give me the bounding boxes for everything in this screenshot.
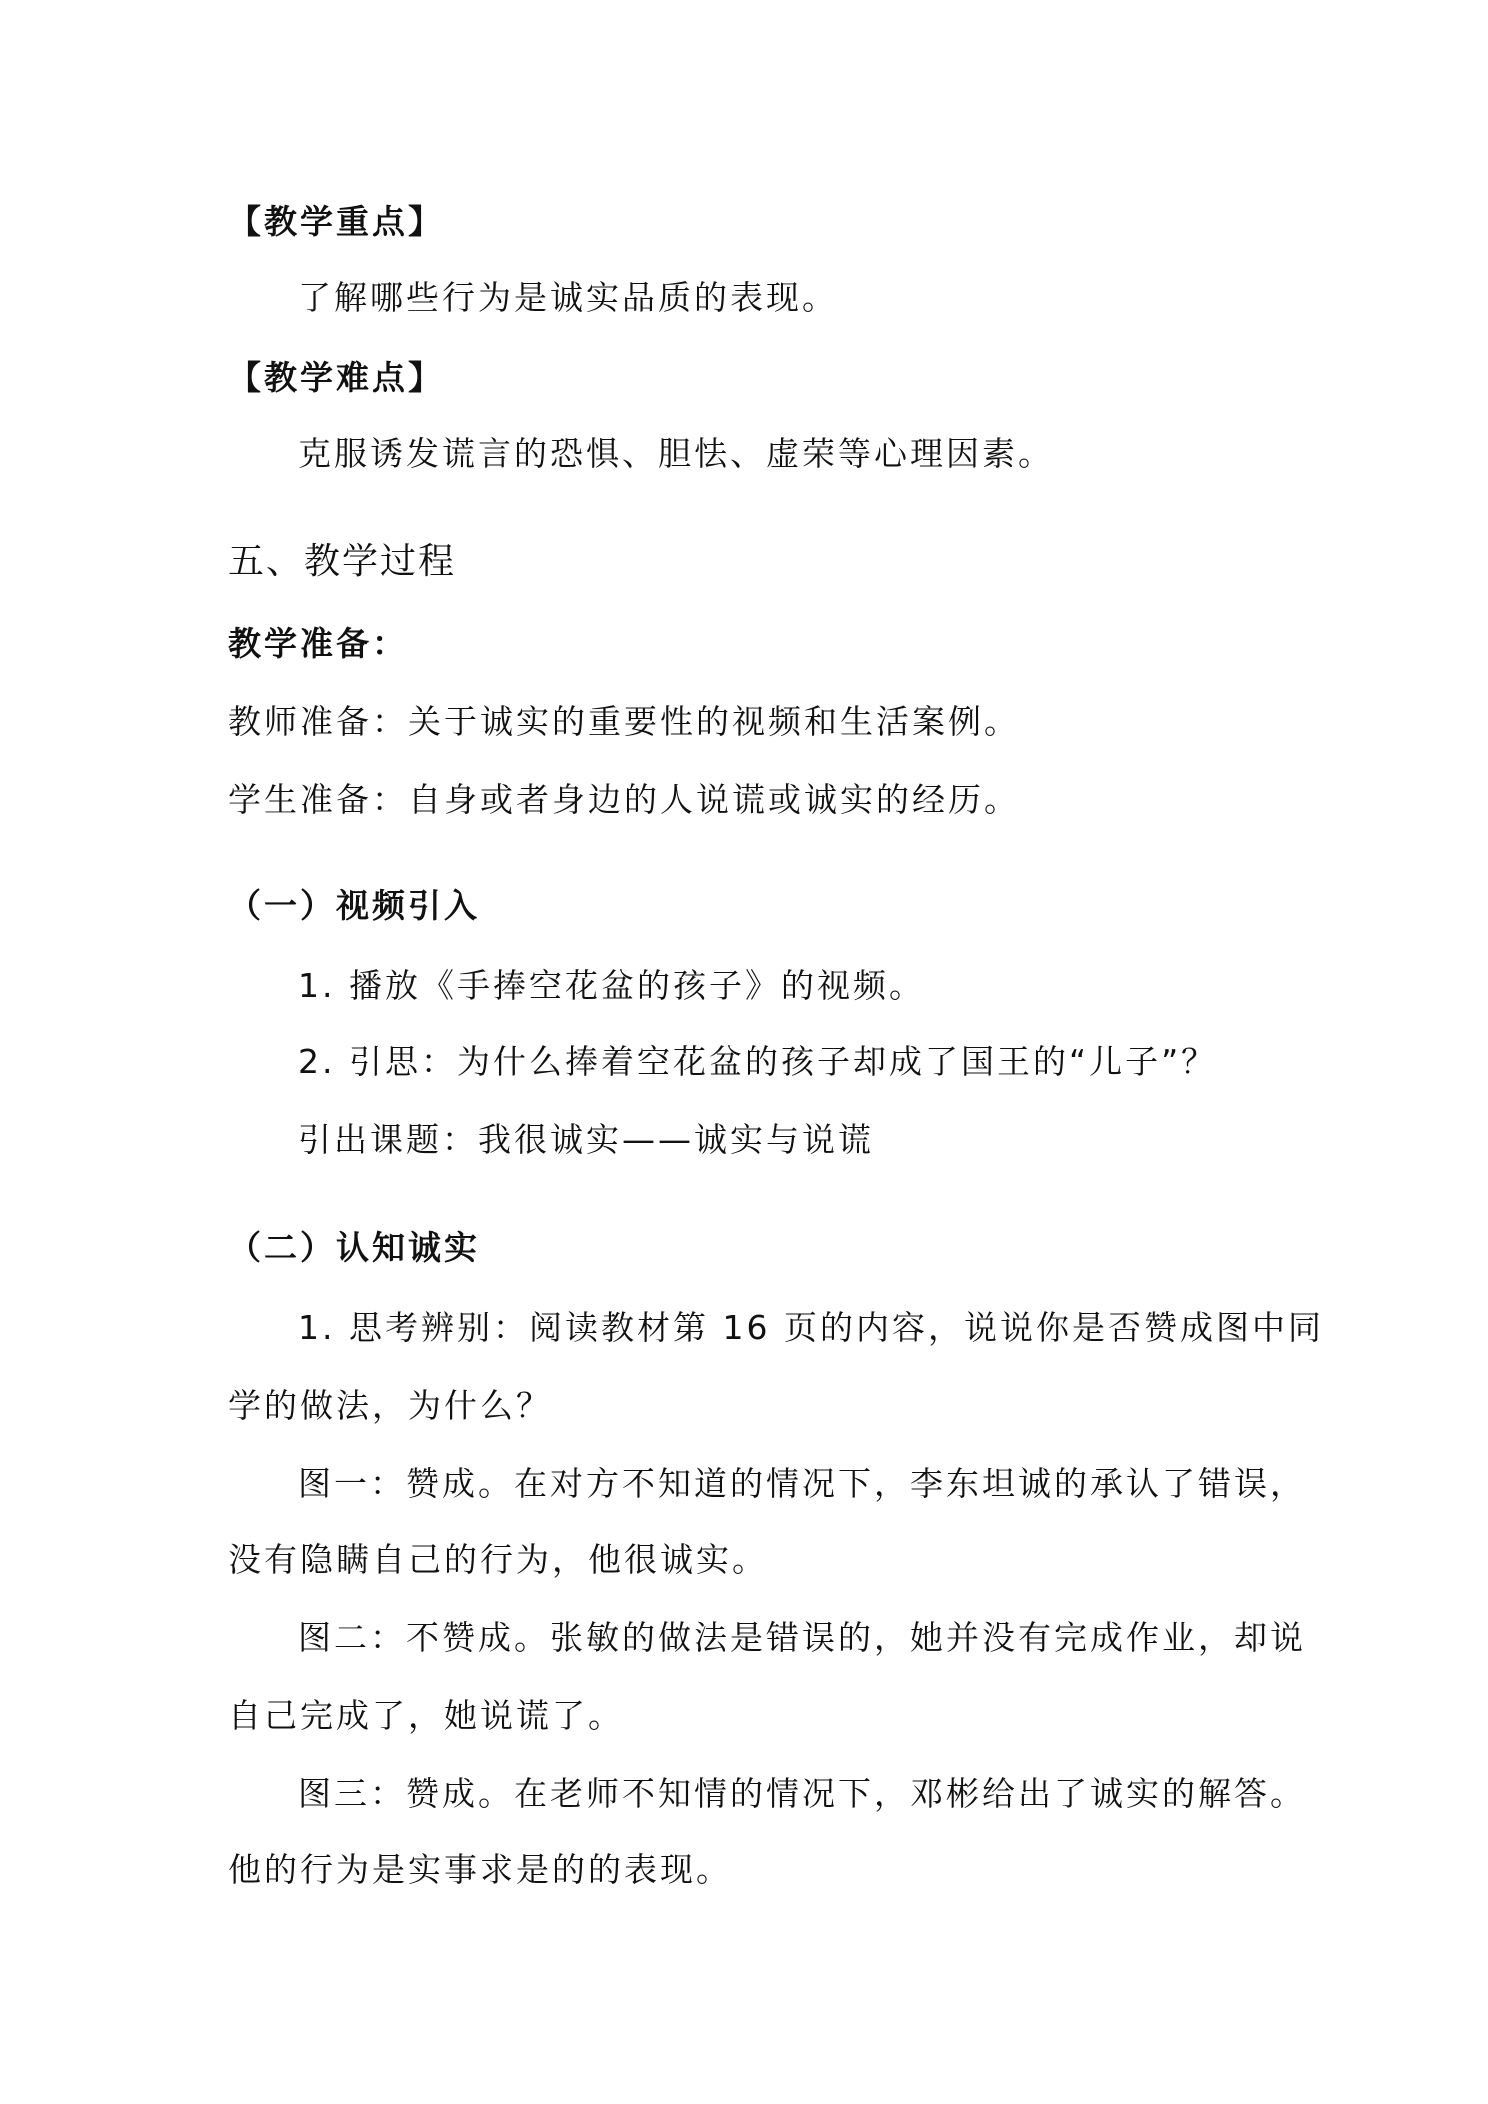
prep-heading: 教学准备： (228, 624, 408, 663)
student-prep: 学生准备：自身或者身边的人说谎或诚实的经历。 (228, 780, 1020, 819)
part2-item1-line1: 1. 思考辨别：阅读教材第 16 页的内容，说说你是否赞成图中同 (298, 1308, 1324, 1347)
difficulty-heading: 【教学难点】 (228, 358, 444, 397)
part1-item2: 2. 引思：为什么捧着空花盆的孩子却成了国王的“儿子”？ (298, 1042, 1218, 1081)
key-points-text: 了解哪些行为是诚实品质的表现。 (298, 278, 838, 317)
part2-item1-line2: 学的做法，为什么？ (228, 1386, 552, 1425)
section-heading: 五、教学过程 (228, 541, 457, 582)
key-points-heading: 【教学重点】 (228, 202, 444, 241)
fig1-line1: 图一：赞成。在对方不知道的情况下，李东坦诚的承认了错误， (298, 1464, 1306, 1503)
fig3-line1: 图三：赞成。在老师不知情的情况下，邓彬给出了诚实的解答。 (298, 1774, 1306, 1813)
fig1-line2: 没有隐瞒自己的行为，他很诚实。 (228, 1540, 768, 1579)
part1-topic: 引出课题：我很诚实——诚实与说谎 (298, 1120, 874, 1159)
part1-item1: 1. 播放《手捧空花盆的孩子》的视频。 (298, 966, 925, 1005)
part1-heading: （一）视频引入 (228, 886, 480, 925)
part2-heading: （二）认知诚实 (228, 1228, 480, 1267)
difficulty-text: 克服诱发谎言的恐惧、胆怯、虚荣等心理因素。 (298, 434, 1054, 473)
fig2-line2: 自己完成了，她说谎了。 (228, 1696, 624, 1735)
teacher-prep: 教师准备：关于诚实的重要性的视频和生活案例。 (228, 702, 1020, 741)
fig2-line1: 图二：不赞成。张敏的做法是错误的，她并没有完成作业，却说 (298, 1618, 1306, 1657)
fig3-line2: 他的行为是实事求是的的表现。 (228, 1850, 732, 1889)
